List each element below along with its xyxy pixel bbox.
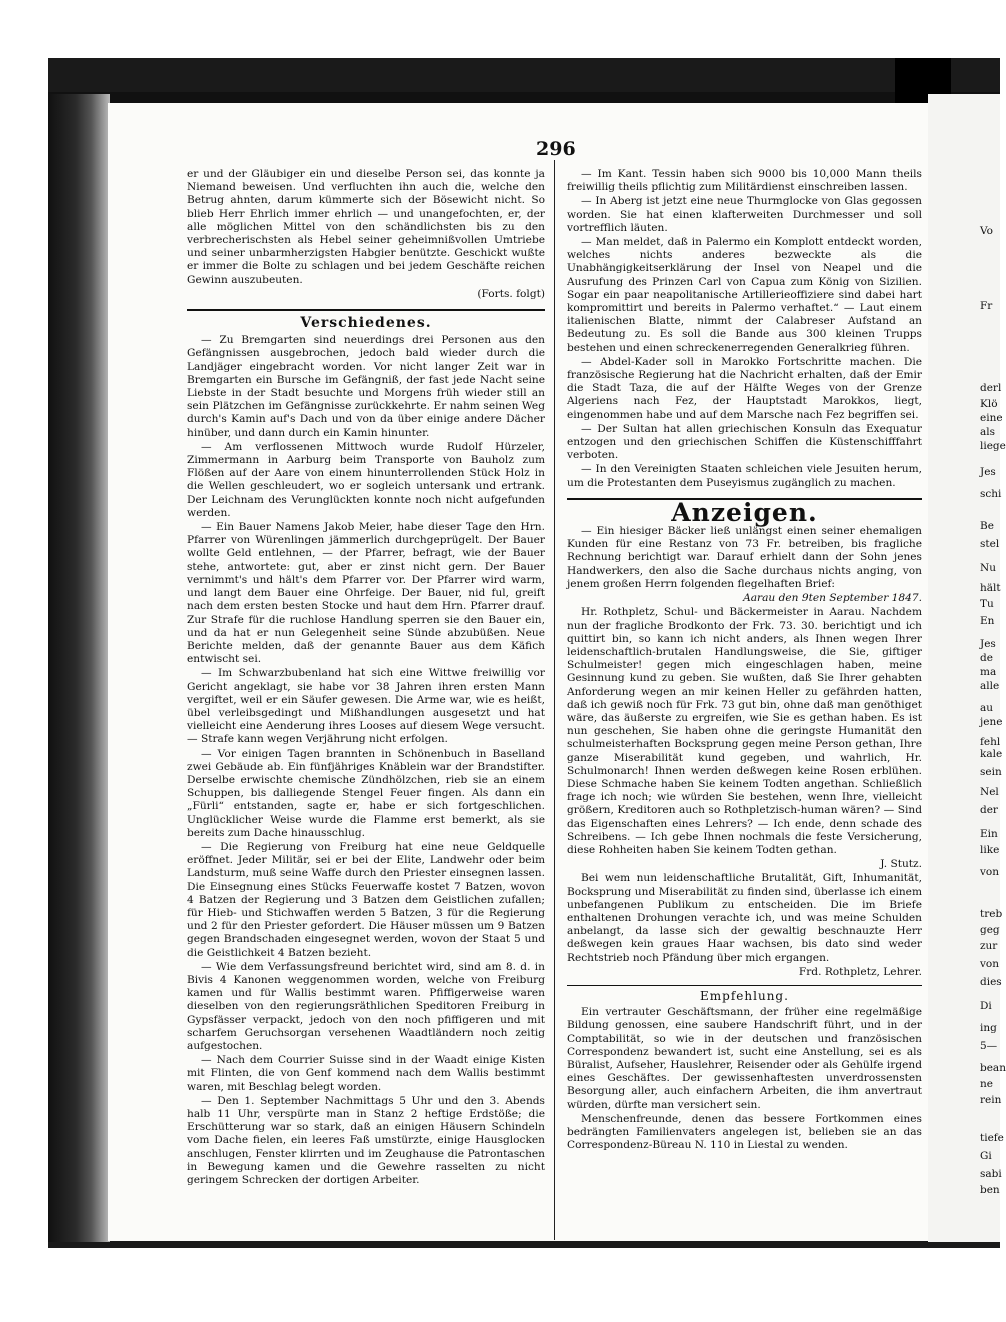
page-number: 296 (536, 138, 576, 160)
facing-page-fragment: dies (980, 976, 1002, 988)
facing-page-fragment: tiefe (980, 1132, 1004, 1144)
facing-page-fragment: derl (980, 382, 1002, 394)
facing-page-fragment: Tu (980, 598, 994, 610)
ad-reply: Bei wem nun leidenschaftliche Brutalität, Gift, Inhumanität, Bocksprung und Miserabilität zu finden sind, überlasse ich einem unbefangenen Publikum zu entscheiden. Die im Briefe enthaltenen Drohungen verachte ich, und was meine Schulden anbelangt, da lasse sich der gewaltig beschnauzte Herr deßwegen kein graues Haar wachsen, bis dato sind weder Rechtstrieb noch Pfändung über mich ergangen. (567, 872, 922, 964)
right-column (567, 168, 922, 1152)
facing-page-fragment: 5— (980, 1040, 998, 1052)
facing-page-fragment: Be (980, 520, 994, 532)
letter-signature: J. Stutz. (880, 858, 922, 871)
section-title-anzeigen: Anzeigen. (671, 497, 818, 527)
facing-page-fragment: Klö (980, 398, 998, 410)
facing-page-fragment: Fr (980, 300, 993, 312)
column-divider (554, 160, 555, 1240)
news-item: — Ein Bauer Namens Jakob Meier, habe dieser Tage den Hrn. Pfarrer von Würenlingen jämmerlich durchgeprügelt. Der Bauer wollte Geld entlehnen, — der Pfarrer, befragt, wie der Bauer stehe, antwortete: gut, aber er zinst nicht gern. Der Bauer vernimmt's und hält's dem Pfarrer vor. Der Pfarrer wird warm, und langt dem Bauer eine Ohrfeige. Der Bauer, nid ful, greift nach dem ersten besten Stocke und haut dem Hrn. Pfarrer drauf. Zur Strafe für die ruchlose Handlung sperren sie den Bauer ein, und da hat er nun Gelegenheit seine Sünde abzubüßen. Neue Berichte melden, daß der genannte Bauer aus dem Käfich entwischt sei. (187, 521, 545, 666)
facing-page-fragment: kale (980, 748, 1003, 760)
facing-page-fragment: liege (980, 440, 1006, 452)
news-item: — In den Vereinigten Staaten schleichen viele Jesuiten herum, um die Protestanten dem Puseyismus zugänglich zu machen. (567, 463, 922, 489)
ad-signature: Frd. Rothpletz, Lehrer. (798, 965, 922, 978)
facing-page-fragment: ben (980, 1184, 1000, 1196)
facing-page-fragment: fehl (980, 736, 1001, 748)
letter-date: Aarau den 9ten September 1847. (743, 592, 922, 605)
facing-page-fragment: ing (980, 1022, 997, 1034)
facing-page-fragment: rein (980, 1094, 1002, 1106)
letter-body: Hr. Rothpletz, Schul- und Bäckermeister in Aarau. Nachdem nun der fragliche Brodkonto der Frk. 73. 30. berichtigt und ich quittirt bin, so kann ich nicht anders, als Ihnen wegen Ihrer leidenschaftlich-brutalen Handlungsweise, die Sie, giftiger Schulmeister! gegen mich eingeschlagen haben, meine Gesinnung kund zu geben. Sie wußten, daß Sie Ihrer gehabten Anforderung wegen an mir keinen Heller zu gefährden hatten, daß ich gewiß noch für Frk. 73 gut bin, ohne daß man genöthiget wäre, das äußerste zu ergreifen, wie Sie es gethan haben. Es ist nun geschehen, Sie haben ohne die geringste Humanität den schulmeisterhaften Bocksprung gegen meine Person gethan, Ihre ganze Miserabilität kund gegeben, und wahrlich, Hr. Schulmonarch! Ihnen werden deßwegen keine Rosen erblühen. Diese Schmache haben Sie keinem Todten angethan. Schließlich frage ich noch; wie würden Sie bestehen, wenn Ihre, vielleicht größern, Kreditoren auch so Rothpletzisch-human wären? — Sind das Eigenschaften eines Lehrers? — Ich ende, denn schade des Schreibens. — Ich gebe Ihnen nochmals die feste Versicherung, diese Rohheiten haben Sie keinem Todten gethan. (567, 606, 922, 856)
facing-page-fragment: der (980, 804, 998, 816)
ad-text: Ein vertrauter Geschäftsmann, der früher eine regelmäßige Bildung genossen, eine saubere Handschrift führt, und in der Comptabilität, so wie in der deutschen und französischen Correspondenz bewandert ist, sucht eine Anstellung, sei es als Büralist, Aufseher, Hauslehrer, Reisender oder als Gehülfe irgend eines Geschäftes. Der gewissenhaftesten unverdrossensten Besorgung aller, auch einfachern Arbeiten, die ihm anvertraut würden, dürfte man versichert sein. (567, 1006, 922, 1111)
left-column (187, 168, 545, 1187)
facing-page-fragment: zur (980, 940, 998, 952)
news-item: — Den 1. September Nachmittags 5 Uhr und den 3. Abends halb 11 Uhr, verspürte man in Stanz 2 heftige Erdstöße; die Erschütterung war so stark, daß an einigen Häusern Schindeln vom Dache fielen, ein leeres Faß umstürzte, einige Hausglocken anschlugen, Fenster klirrten und im Zeughause die Patrontaschen in Bewegung kamen und die Gewehre rasselten zu nicht geringem Schrecken der dortigen Arbeiter. (187, 1094, 545, 1187)
facing-page-fragment: von (980, 958, 1000, 970)
facing-page-fragment: au (980, 702, 994, 714)
news-item: — Wie dem Verfassungsfreund berichtet wird, sind am 8. d. in Bivis 4 Kanonen weggenommen worden, welche von Freiburg kamen und für Wallis bestimmt waren. Pfiffigerweise waren dieselben von den regierungsräthlichen Speditoren Freiburg in Gypsfässer verpackt, jedoch von den noch pfiffigeren und mit scharfem Geruchsorgan versehenen Waadtländern noch zeitig aufgestochen. (187, 960, 545, 1052)
news-item: — Der Sultan hat allen griechischen Konsuln das Exequatur entzogen und den griechischen Schiffen die Küstenschifffahrt verboten. (567, 422, 922, 462)
news-item: — Man meldet, daß in Palermo ein Komplott entdeckt worden, welches nichts anderes bezweckte als die Unabhängigkeitserklärung der Insel von Neapel und die Ausrufung des Prinzen Carl von Capua zum König von Sizilien. Sogar ein paar neapolitanische Artillerieoffiziere sind dabei hart kompromittirt und bereits in Palermo verhaftet.“ — Laut einem italienischen Blatte, nimmt der Calabreser Aufstand an Bedeutung zu. Es soll die Bande aus 300 kleinen Trupps bestehen und einen schreckenerregenden Generalkrieg führen. (567, 236, 922, 354)
facing-page-fragment: jene (980, 716, 1003, 728)
section-title-verschiedenes: Verschiedenes. (300, 315, 432, 332)
facing-page-fragment: treb (980, 908, 1003, 920)
news-item: — Zu Bremgarten sind neuerdings drei Personen aus den Gefängnissen ausgebrochen, jedoch bald wieder durch die Landjäger eingebracht worden. Vor nicht langer Zeit war in Bremgarten ein Bursche im Gefängniß, der fast jede Nacht seine Liebste in der Stadt besuchte und Morgens früh wieder still an sein Plätzchen im Gefängnisse zurückkehrte. Er nahm seinen Weg durch's Kamin auf's Dach und von da über einige andere Dächer hinüber, und dann durch ein Kamin hinunter. (187, 334, 545, 439)
facing-page-fragment: hält (980, 582, 1001, 594)
news-item: — Die Regierung von Freiburg hat eine neue Geldquelle eröffnet. Jeder Militär, sei er bei der Elite, Landwehr oder beim Landsturm, muß seine Waffe durch den Priester einsegnen lassen. Die Einsegnung eines Stücks Feuerwaffe kostet 7 Batzen, wovon 4 Batzen der Regierung und 3 Batzen dem Geistlichen zufallen; für Hieb- und Stichwaffen werden 5 Batzen, 3 für die Regierung und 2 für den Priester gefordert. Die Häuser müssen um 9 Batzen gegen Brandschaden eingesegnet werden, wovon der Staat 5 und die Geistlichkeit 4 Batzen bezieht. (187, 840, 545, 959)
ad-title-empfehlung: Empfehlung. (700, 988, 789, 1003)
facing-page-fragment: geg (980, 924, 1000, 936)
news-item: — Am verflossenen Mittwoch wurde Rudolf Hürzeler, Zimmermann in Aarburg beim Transporte von Bauholz zum Flößen auf der Aare von einem hinunterrollenden Stück Holz in die Wellen geschleudert, wo er sogleich untersank und ertrank. Der Leichnam des Verunglückten konnte noch nicht aufgefunden werden. (187, 440, 545, 519)
facing-page-fragment: eine (980, 412, 1003, 424)
ad-intro: — Ein hiesiger Bäcker ließ unlängst einen seiner ehemaligen Kunden für eine Restanz von 73 Fr. betreiben, bis fragliche Rechnung berichtigt war. Darauf erhielt dann der Sohn jenes Handwerkers, den also die Sache durchaus nichts anging, von jenem großen Herrn folgenden flegelhaften Brief: (567, 525, 922, 590)
news-item: — Im Schwarzbubenland hat sich eine Wittwe freiwillig vor Gericht angeklagt, sie habe vor 38 Jahren ihren ersten Mann vergiftet, weil er ein Säufer gewesen. Die Arme war, wie es heißt, übel verleibsgedingt und Mißhandlungen ausgesetzt und hat vielleicht eine Aenderung ihres Looses auf diesem Wege versucht. — Strafe kann wegen Verjährung nicht erfolgen. (187, 667, 545, 746)
facing-page-fragment: sein (980, 766, 1002, 778)
facing-page-fragment: sabi (980, 1168, 1002, 1180)
facing-page-fragment: von (980, 866, 1000, 878)
ad-rule (567, 985, 922, 986)
section-rule (187, 309, 545, 311)
facing-page-fragment: stel (980, 538, 1000, 550)
news-item: — Vor einigen Tagen brannten in Schönenbuch in Baselland zwei Gebäude ab. Ein fünfjähriges Knäblein war der Brandstifter. Derselbe erwischte chemische Zündhölzchen, rieb sie an einem Schuppen, bis dalliegende Stengel Feuer fingen. Als dann ein „Fürli“ entstanden, sagte er, habe er sich fortgeschlichen. Unglücklicher Weise wurde die Flamme erst bemerkt, als sie bereits zum Dache hinausschlug. (187, 747, 545, 839)
news-item: — Nach dem Courrier Suisse sind in der Waadt einige Kisten mit Flinten, die von Genf kommend nach dem Wallis bestimmt waren, mit Beschlag belegt worden. (187, 1054, 545, 1093)
facing-page-fragment: Nel (980, 786, 999, 798)
book-binding (48, 94, 110, 1242)
facing-page-fragment: Gi (980, 1150, 992, 1162)
news-item: — Im Kant. Tessin haben sich 9000 bis 10,000 Mann theils freiwillig theils pflichtig zum Militärdienst einschreiben lassen. (567, 168, 922, 194)
facing-page-fragment: Jes (980, 466, 996, 478)
facing-page-fragment: bean (980, 1062, 1006, 1074)
facing-page-fragment: ne (980, 1078, 993, 1090)
facing-page-fragment: En (980, 615, 995, 627)
facing-page-fragment: Vo (980, 225, 993, 237)
facing-page-fragment: als (980, 426, 996, 438)
news-item: — Abdel-Kader soll in Marokko Fortschritte machen. Die französische Regierung hat die Nachricht erhalten, daß der Emir die Stadt Taza, die auf der Hälfte Weges von der Grenze Algeriens nach Fez, der Hauptstadt Marokkos, liegt, eingenommen habe und auf dem Marsche nach Fez begriffen sei. (567, 355, 922, 421)
facing-page-fragment: schi (980, 488, 1002, 500)
facing-page-fragment: Nu (980, 562, 996, 574)
facing-page-fragment: Ein (980, 828, 998, 840)
facing-page-fragment: alle (980, 680, 1000, 692)
story-continuation-text: er und der Gläubiger ein und dieselbe Person sei, das konnte ja Niemand beweisen. Und verfluchten ihn auch die, welche den Betrug ahnten, darum kümmerte sich der Bösewicht nicht. So blieb Herr Ehrlich immer ehrlich — und unangefochten, er, der alle möglichen Mittel von den schändlichsten bis zu den verbrecherischsten als Hebel seiner geheimnißvollen Umtriebe und seiner unbarmherzigsten Habgier benützte. Geschickt wußte er immer die Bolte zu schlagen und bei jedem Geschäfte reichen Gewinn auszubeuten. (187, 168, 545, 286)
facing-page-fragment: ma (980, 666, 997, 678)
facing-page-fragment: like (980, 844, 1000, 856)
continuation-note: (Forts. folgt) (477, 287, 545, 300)
facing-page-fragment: Jes (980, 638, 996, 650)
facing-page-fragment: de (980, 652, 993, 664)
news-item: — In Aberg ist jetzt eine neue Thurmglocke von Glas gegossen worden. Sie hat einen klafterweiten Durchmesser und soll vortrefflich läuten. (567, 195, 922, 234)
ad-text: Menschenfreunde, denen das bessere Fortkommen eines bedrängten Familienvaters angelegen ist, belieben sie an das Correspondenz-Büreau N. 110 in Liestal zu wenden. (567, 1112, 922, 1152)
facing-page-fragment: Di (980, 1000, 992, 1012)
